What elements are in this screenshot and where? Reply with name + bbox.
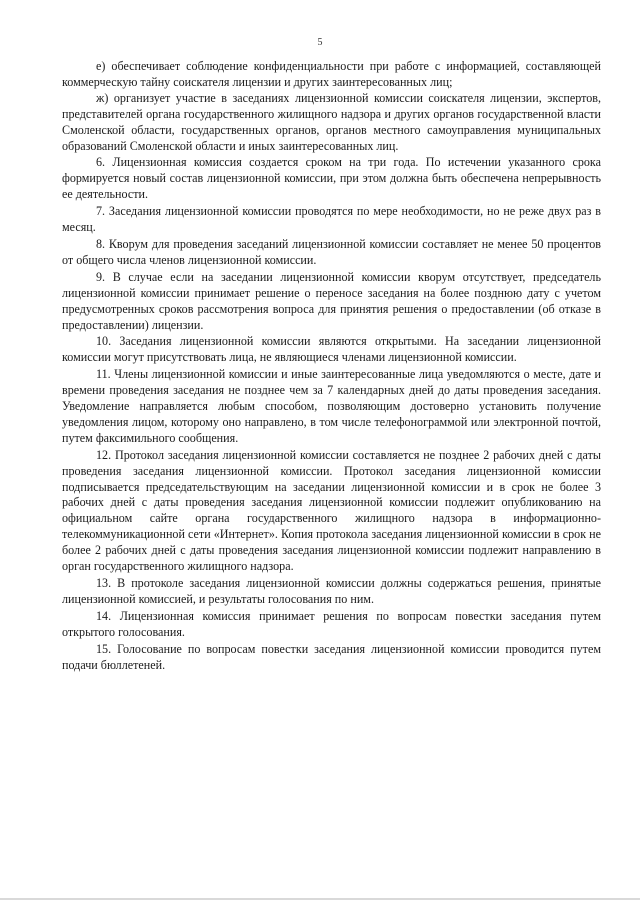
paragraph-13: 13. В протоколе заседания лицензионной комиссии должны содержаться решения, принятые лицензионной комиссией, и результаты голосования по ним. (62, 576, 601, 606)
page-number: 5 (317, 37, 323, 48)
paragraph-14: 14. Лицензионная комиссия принимает решения по вопросам повестки заседания путем открытого голосования. (62, 608, 601, 639)
paragraph-e: е) обеспечивает соблюдение конфиденциальности при работе с информацией, составляющей коммерческую тайну соискателя лицензии и других заинтересованных лиц; (62, 59, 601, 89)
paragraph-15: 15. Голосование по вопросам повестки заседания лицензионной комиссии проводится путем подачи бюллетеней. (62, 641, 601, 672)
paragraph-7: 7. Заседания лицензионной комиссии проводятся по мере необходимости, но не реже двух раз в месяц. (62, 204, 601, 235)
paragraph-12: 12. Протокол заседания лицензионной комиссии составляется не позднее 2 рабочих дней с даты проведения заседания лицензионной комиссии. Протокол заседания лицензионной комиссии подписывается председательствующим на заседании лицензионной комиссии и в срок не более 3 рабочих дней с даты проведения заседания лицензионной комиссии подлежит опубликованию на официальном сайте органа государственного жилищного надзора в информационно-телекоммуникационной сети «Интернет». Копия протокола заседания лицензионной комиссии в срок не более 2 рабочих дней с даты проведения заседания лицензионной комиссии подлежит направлению в орган государственного жилищного надзора. (62, 447, 601, 574)
paragraph-zh: ж) организует участие в заседаниях лицензионной комиссии соискателя лицензии, экспертов, представителей органа государственного жилищного надзора и других органов государственной власти Смоленской области, государственных органов, органов местного самоуправления муниципальных образований Смоленской области и иных заинтересованных лиц. (62, 90, 601, 153)
paragraph-10: 10. Заседания лицензионной комиссии являются открытыми. На заседании лицензионной комиссии могут присутствовать лица, не являющиеся членами лицензионной комиссии. (62, 334, 601, 365)
paragraph-6: 6. Лицензионная комиссия создается сроком на три года. По истечении указанного срока формируется новый состав лицензионной комиссии, при этом должна быть обеспечена непрерывность ее деятельности. (62, 155, 601, 202)
page-bottom-edge (0, 898, 640, 900)
document-body (62, 59, 601, 673)
paragraph-8: 8. Кворум для проведения заседаний лицензионной комиссии составляет не менее 50 процентов от общего числа членов лицензионной комиссии. (62, 236, 601, 267)
paragraph-9: 9. В случае если на заседании лицензионной комиссии кворум отсутствует, председатель лицензионной комиссии принимает решение о переносе заседания на более позднюю дату с учетом предусмотренных сроков рассмотрения вопроса для принятия решения о предоставлении (об отказе в предоставлении) лицензии. (62, 269, 601, 332)
paragraph-11: 11. Члены лицензионной комиссии и иные заинтересованные лица уведомляются о месте, дате и времени проведения заседания не позднее чем за 7 календарных дней до даты проведения заседания. Уведомление направляется любым способом, позволяющим достоверно установить получение уведомления лицом, которому оно направлено, в том числе телефонограммой или электронной почтой, путем факсимильного сообщения. (62, 367, 601, 445)
